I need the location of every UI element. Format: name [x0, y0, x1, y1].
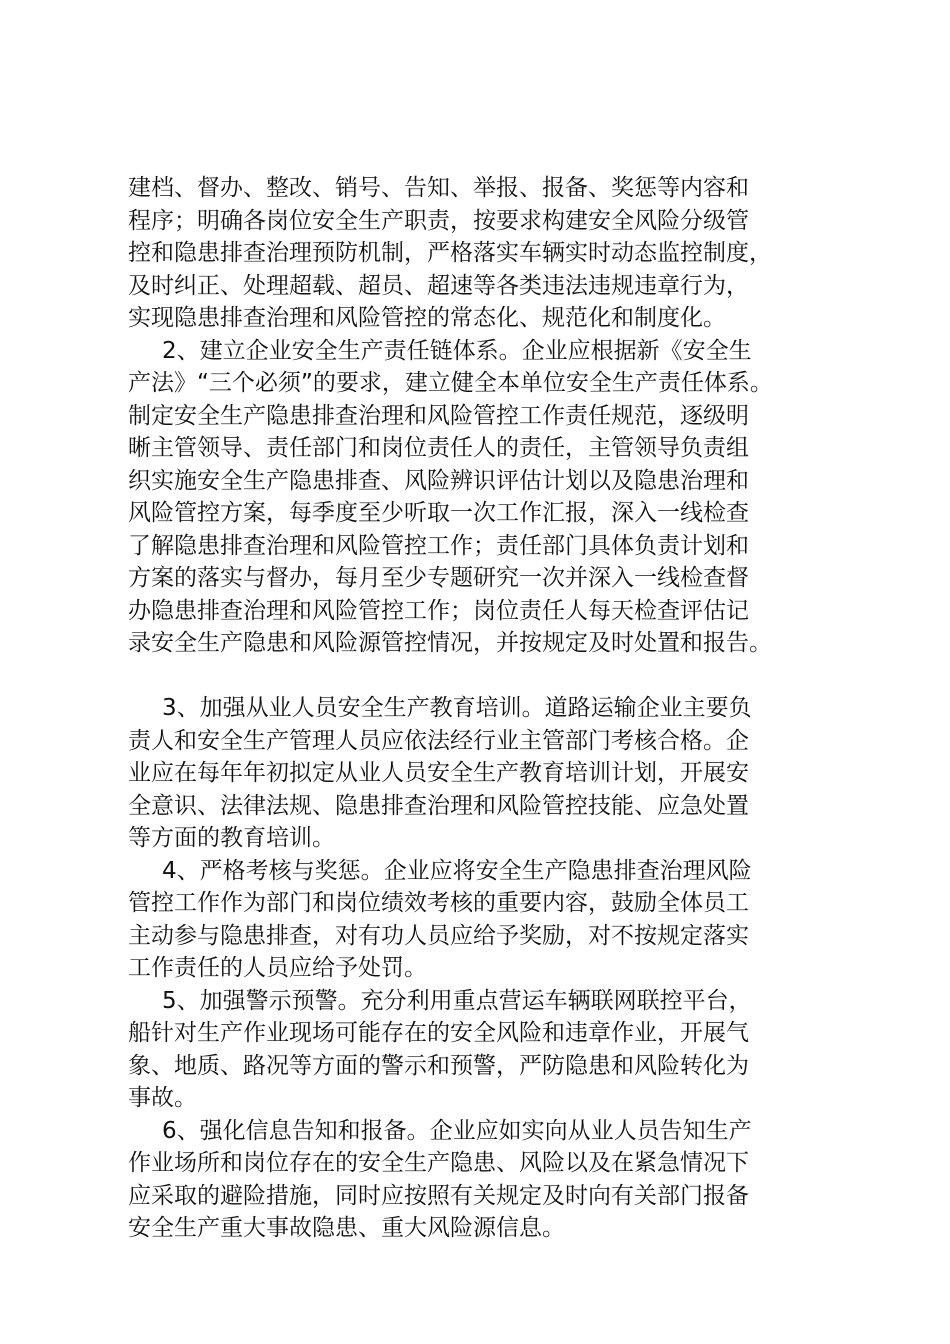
paragraph-continuation	[128, 172, 828, 335]
paragraph-gap	[128, 660, 828, 693]
text-line: 程序；明确各岗位安全生产职责，按要求构建安全风险分级管	[128, 207, 749, 234]
text-line: 织实施安全生产隐患排查、风险辨识评估计划以及隐患治理和	[128, 467, 749, 494]
text-line: 全意识、法律法规、隐患排查治理和风险管控技能、应急处置	[128, 792, 749, 819]
text-line: 录安全生产隐患和风险源管控情况，并按规定及时处置和报告。	[128, 630, 772, 656]
paragraph-item-2	[128, 335, 828, 660]
text-line: 安全生产重大事故隐患、重大风险源信息。	[128, 1215, 565, 1241]
text-line: 办隐患排查治理和风险管控工作；岗位责任人每天检查评估记	[128, 597, 749, 624]
text-line: 管控工作作为部门和岗位绩效考核的重要内容，鼓励全体员工	[128, 890, 749, 916]
paragraph-item-5	[128, 985, 828, 1115]
text-line: 制定安全生产隐患排查治理和风险管控工作责任规范，逐级明	[128, 402, 749, 429]
document-body	[128, 172, 828, 1245]
text-line: 4、严格考核与奖惩。企业应将安全生产隐患排查治理风险	[162, 857, 752, 884]
text-line: 2、建立企业安全生产责任链体系。企业应根据新《安全生	[162, 337, 752, 364]
text-line: 实现隐患排查治理和风险管控的常态化、规范化和制度化。	[128, 305, 726, 331]
text-line: 5、加强警示预警。充分利用重点营运车辆联网联控平台，	[162, 987, 752, 1014]
paragraph-item-3	[128, 692, 828, 855]
text-line: 风险管控方案，每季度至少听取一次工作汇报，深入一线检查	[128, 500, 749, 526]
text-line: 象、地质、路况等方面的警示和预警，严防隐患和风险转化为	[128, 1052, 749, 1079]
text-line: 3、加强从业人员安全生产教育培训。道路运输企业主要负	[162, 695, 752, 721]
paragraph-item-6	[128, 1115, 828, 1245]
paragraph-item-4	[128, 855, 828, 985]
text-line: 等方面的教育培训。	[128, 825, 335, 851]
text-line: 方案的落实与督办，每月至少专题研究一次并深入一线检查督	[128, 565, 749, 591]
text-line: 及时纠正、处理超载、超员、超速等各类违法违规违章行为，	[128, 272, 749, 299]
text-line: 主动参与隐患排查，对有功人员应给予奖励，对不按规定落实	[128, 922, 749, 949]
text-line: 工作责任的人员应给予处罚。	[128, 955, 427, 981]
text-line: 晰主管领导、责任部门和岗位责任人的责任，主管领导负责组	[128, 435, 749, 461]
text-line: 建档、督办、整改、销号、告知、举报、报备、奖惩等内容和	[128, 175, 749, 201]
text-line: 产法》“三个必须”的要求，建立健全本单位安全生产责任体系。	[128, 370, 773, 396]
text-line: 6、强化信息告知和报备。企业应如实向从业人员告知生产	[162, 1117, 752, 1144]
text-line: 应采取的避险措施，同时应按照有关规定及时向有关部门报备	[128, 1182, 749, 1209]
text-line: 了解隐患排查治理和风险管控工作；责任部门具体负责计划和	[128, 532, 749, 559]
text-line: 控和隐患排查治理预防机制，严格落实车辆实时动态监控制度，	[128, 240, 772, 266]
text-line: 业应在每年年初拟定从业人员安全生产教育培训计划，开展安	[128, 760, 749, 786]
text-line: 责人和安全生产管理人员应依法经行业主管部门考核合格。企	[128, 727, 749, 754]
text-line: 作业场所和岗位存在的安全生产隐患、风险以及在紧急情况下	[128, 1150, 749, 1176]
text-line: 事故。	[128, 1085, 197, 1111]
text-line: 船针对生产作业现场可能存在的安全风险和违章作业，开展气	[128, 1020, 749, 1046]
